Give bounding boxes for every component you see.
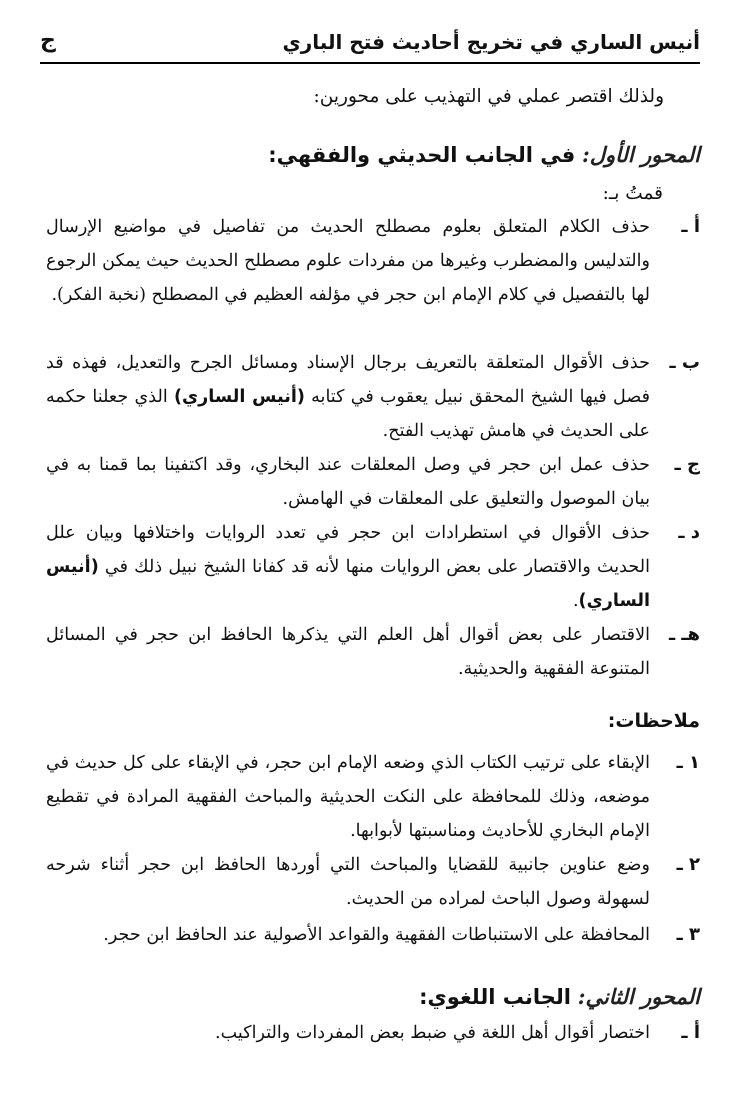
list-item: [46, 848, 700, 916]
bold-book-reference: (أنيس الساري): [173, 387, 305, 407]
list-marker: هـ ـ: [668, 624, 700, 645]
section-heading-1: [268, 142, 700, 167]
list-item-text: وضع عناوين جانبية للقضايا والمباحث التي أوردها الحافظ ابن حجر أثناء شرحه لسهولة وصول الباحث لمراده من الحديث.: [46, 855, 650, 909]
list-item: [46, 918, 700, 952]
list-marker: د ـ: [678, 522, 700, 543]
list-marker: أ ـ: [681, 216, 700, 237]
intro-paragraph: ولذلك اقتصر عملي في التهذيب على محورين:: [313, 86, 664, 107]
list-item-text-part: .: [572, 591, 579, 611]
list-item-text: [46, 516, 650, 618]
list-marker: ٣ ـ: [676, 924, 700, 945]
list-item: [46, 448, 700, 516]
list-item-text: حذف الكلام المتعلق بعلوم مصطلح الحديث من تفاصيل في مواضيع الإرسال والتدليس والمضطرب وغيرها من مفردات علوم مصطلح الحديث حيث يمكن الرجوع لها بالتفصيل في كلام الإمام ابن حجر في مؤلفه العظيم في المصطلح (نخبة الفكر).: [46, 217, 650, 305]
list-item-text: [46, 346, 650, 448]
list-item: [46, 210, 700, 312]
header-rule: [40, 62, 700, 64]
list-item-text: الاقتصار على بعض أقوال أهل العلم التي يذكرها الحافظ ابن حجر في المسائل المتنوعة الفقهية والحديثية.: [46, 625, 650, 679]
list-marker: ١ ـ: [676, 752, 700, 773]
section-heading-1-lead: المحور الأول:: [581, 142, 700, 167]
list-marker: ج ـ: [674, 454, 700, 475]
list-item-text: اختصار أقوال أهل اللغة في ضبط بعض المفردات والتراكيب.: [215, 1023, 650, 1043]
page-number: ج: [40, 28, 56, 53]
list-item: [46, 346, 700, 448]
section-heading-2-title: الجانب اللغوي:: [419, 985, 571, 1009]
list-item: [46, 1016, 700, 1050]
bold-book-reference: (أنيس الساري): [46, 557, 650, 611]
list-marker: ب ـ: [669, 352, 700, 373]
list-item: [46, 618, 700, 686]
section-heading-1-title: في الجانب الحديثي والفقهي:: [268, 143, 576, 167]
list-item-text: حذف عمل ابن حجر في وصل المعلقات عند البخاري، وقد اكتفينا بما قمنا به في بيان الموصول والتعليق على المعلقات في الهامش.: [46, 455, 650, 509]
list-item-text: المحافظة على الاستنباطات الفقهية والقواعد الأصولية عند الحافظ ابن حجر.: [103, 925, 650, 945]
section-heading-2: [419, 984, 700, 1009]
list-marker: أ ـ: [681, 1022, 700, 1043]
list-item: [46, 516, 700, 618]
list-item-text-part: حذف الأقوال المتعلقة بالتعريف برجال الإسناد ومسائل الجرح والتعديل، فهذه قد فصل فيها الشيخ المحقق نبيل يعقوب في كتابه: [46, 353, 650, 407]
list-item: [46, 746, 700, 848]
list-item-text: الإبقاء على ترتيب الكتاب الذي وضعه الإمام ابن حجر، في الإبقاء على كل حديث في موضعه، وذلك للمحافظة على النكت الحديثية والمباحث الفقهية المرادة في تقطيع الإمام البخاري للأحاديث ومناسبتها لأبوابها.: [46, 753, 650, 841]
book-title: أنيس الساري في تخريج أحاديث فتح الباري: [282, 30, 700, 54]
section-1-subheading: قمتُ بـ:: [602, 183, 663, 204]
list-item-text-part: الذي جعلنا حكمه على الحديث في هامش تهذيب الفتح.: [46, 387, 650, 441]
list-marker: ٢ ـ: [676, 854, 700, 875]
running-header: [40, 28, 700, 62]
list-item-text-part: حذف الأقوال في استطرادات ابن حجر في تعدد الروايات واختلافها وبيان علل الحديث والاقتصار على بعض الروايات منها لأنه قد كفانا الشيخ نبيل ذلك في: [46, 523, 651, 577]
section-heading-2-lead: المحور الثاني:: [577, 984, 700, 1009]
notes-heading: ملاحظات:: [607, 710, 700, 732]
